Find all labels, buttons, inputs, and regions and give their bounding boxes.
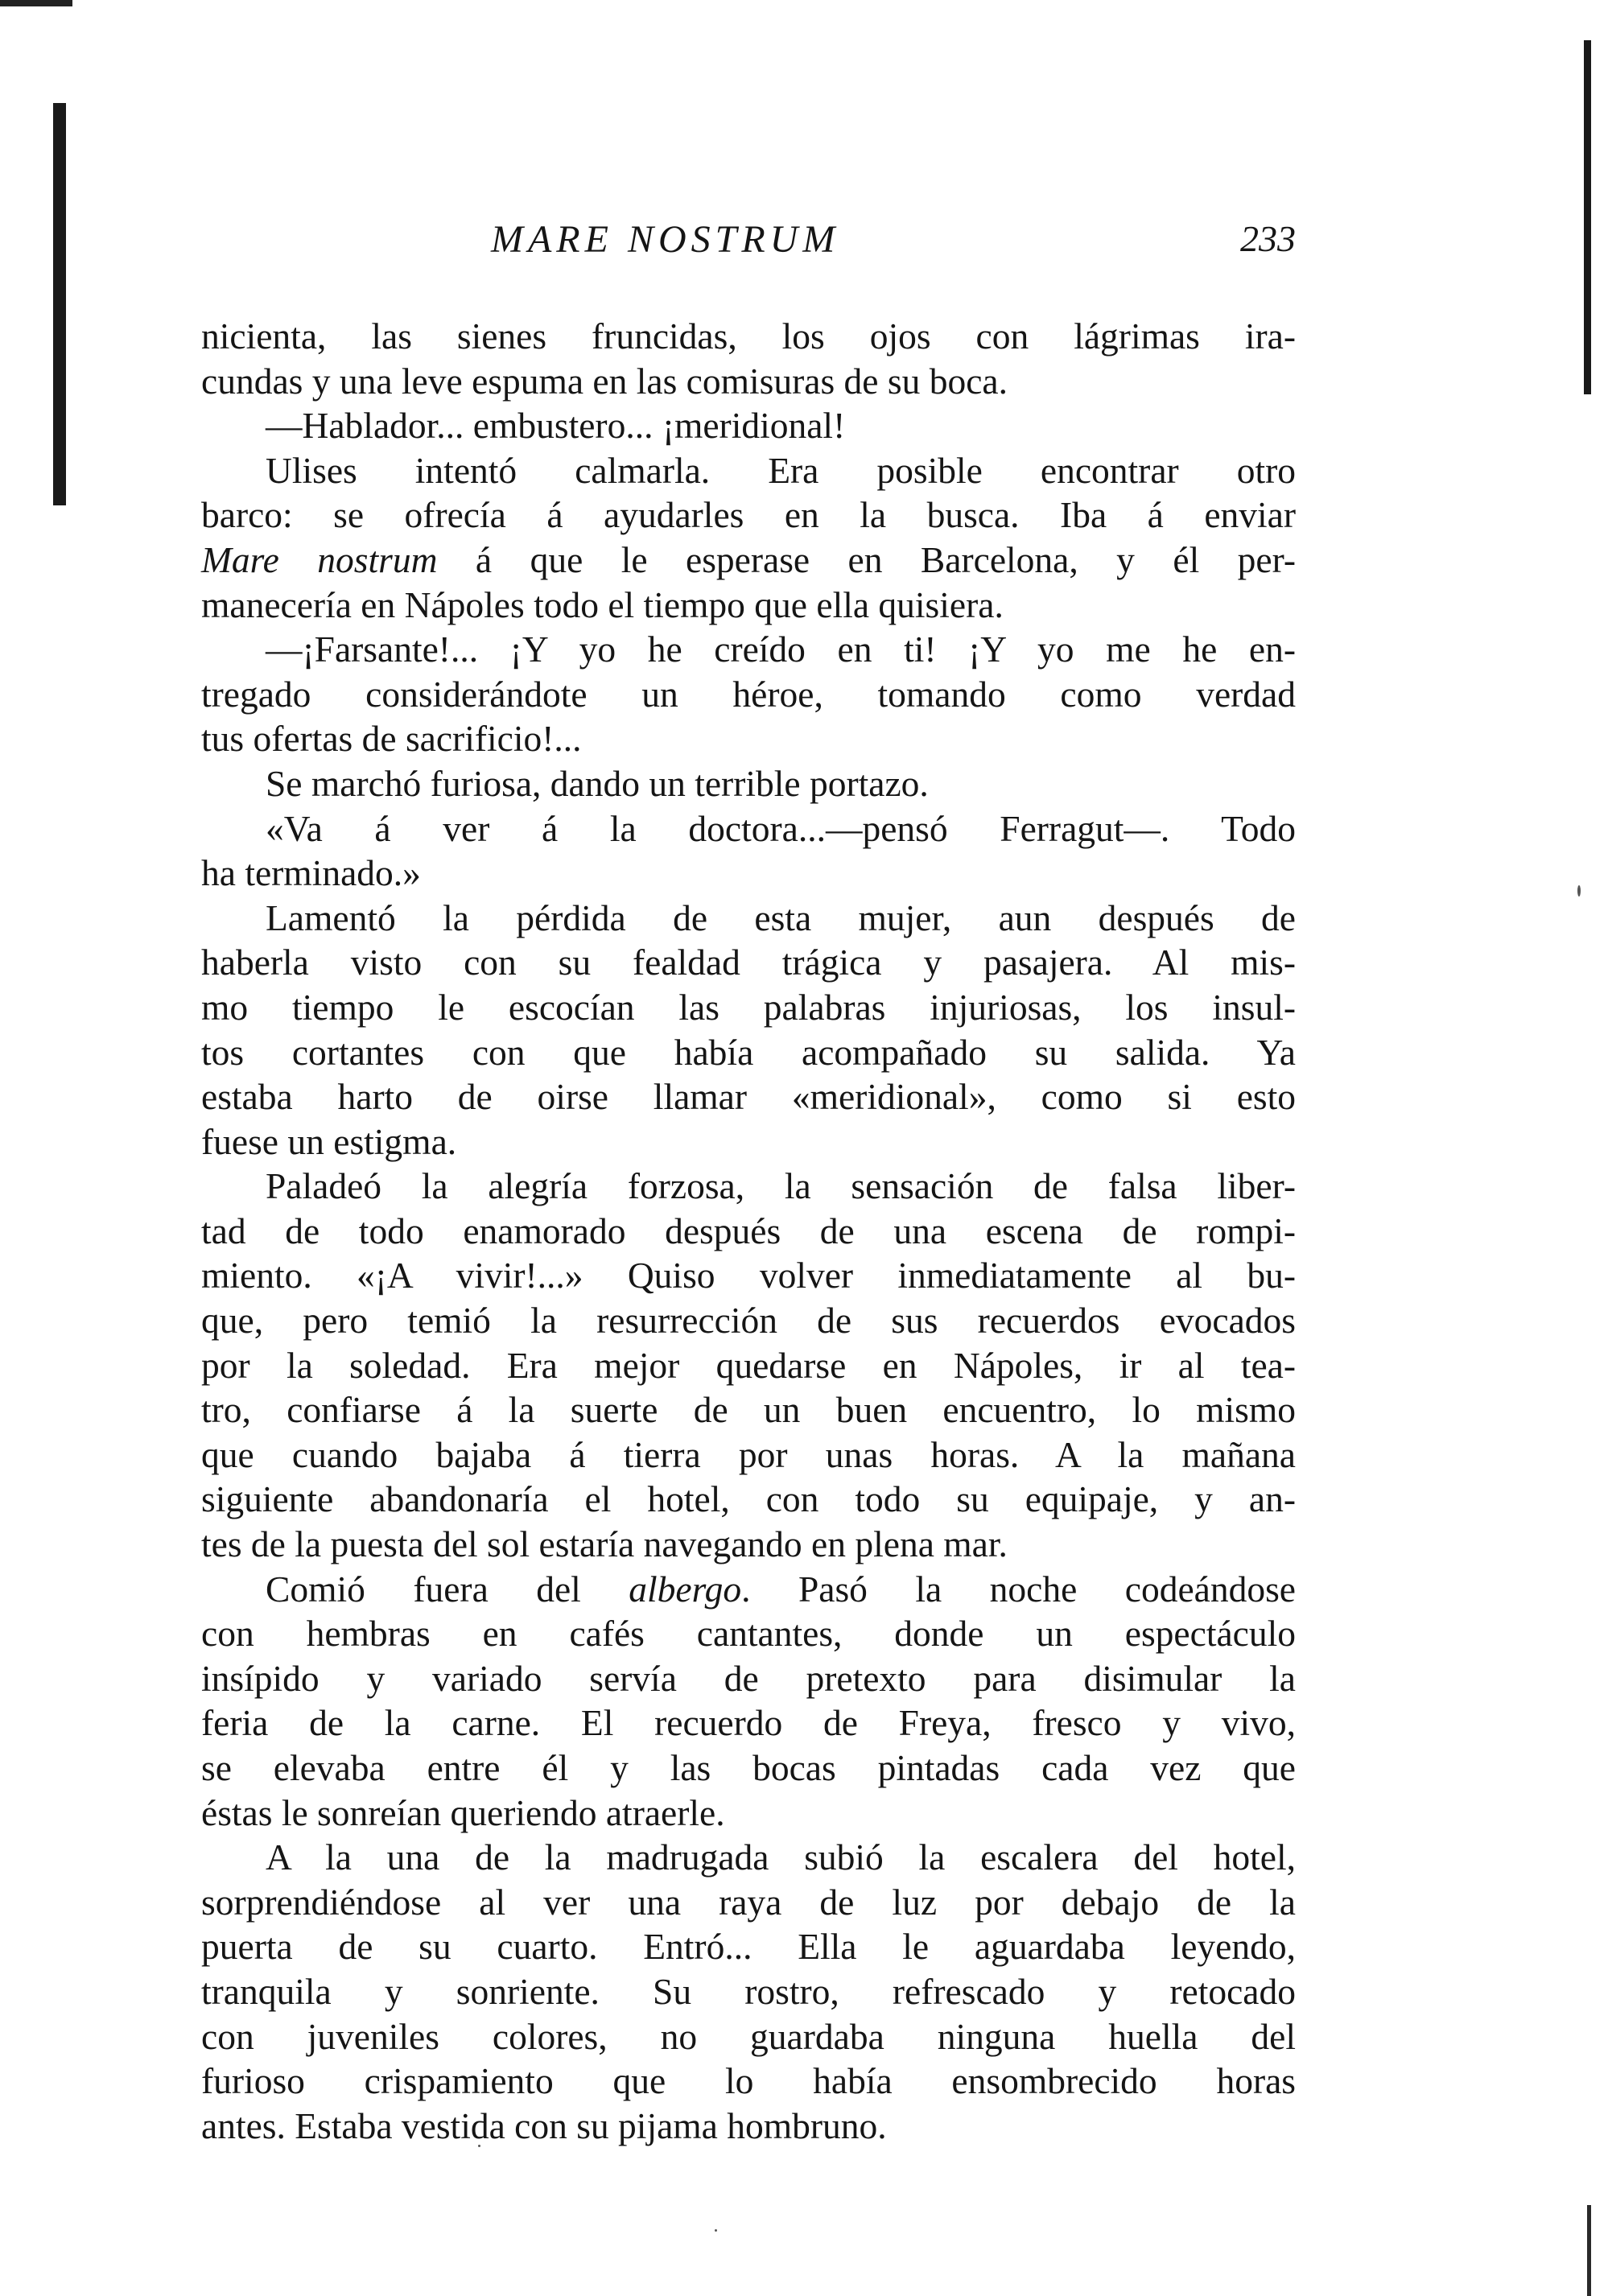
running-title: MARE NOSTRUM [491, 218, 840, 261]
scan-speck [1577, 885, 1581, 897]
text-line: tro, confiarse á la suerte de un buen encuentro, lo mismo [201, 1389, 1296, 1431]
text-line: que, pero temió la resurrección de sus recuerdos evocados [201, 1300, 1296, 1342]
text-line: tranquila y sonriente. Su rostro, refrescado y retocado [201, 1970, 1296, 2012]
text-line: cundas y una leve espuma en las comisuras de su boca. [201, 360, 1008, 402]
text-line: tos cortantes con que había acompañado su salida. Ya [201, 1031, 1296, 1073]
text-line: haberla visto con su fealdad trágica y pasajera. Al mis- [201, 942, 1296, 983]
text-line: Mare nostrum á que le esperase en Barcelona, y él per- [201, 538, 1296, 580]
text-line: fuese un estigma. [201, 1120, 457, 1162]
scan-edge-right-lower [1587, 2205, 1591, 2296]
text-line: éstas le sonreían queriendo atraerle. [201, 1791, 725, 1833]
text-line: siguiente abandonaría el hotel, con todo su equipaje, y an- [201, 1478, 1296, 1520]
text-line: puerta de su cuarto. Entró... Ella le aguardaba leyendo, [201, 1926, 1296, 1968]
text-line: Se marchó furiosa, dando un terrible portazo. [266, 762, 929, 804]
text-line: ha terminado.» [201, 852, 421, 894]
text-line: sorprendiéndose al ver una raya de luz por debajo de la [201, 1881, 1296, 1923]
italic-term: albergo [629, 1568, 742, 1610]
text-line: —Hablador... embustero... ¡meridional! [266, 405, 846, 447]
text-line: furioso crispamiento que lo había ensombrecido horas [201, 2060, 1296, 2102]
text-line: manecería en Nápoles todo el tiempo que ella quisiera. [201, 583, 1004, 625]
running-header [201, 217, 1296, 282]
scan-corner-mark [0, 0, 72, 6]
text-line: «Va á ver á la doctora...—pensó Ferragut—. Todo [266, 807, 1296, 849]
scan-edge-left [53, 103, 66, 505]
text-line: barco: se ofrecía á ayudarles en la busca. Iba á enviar [201, 494, 1296, 536]
text-line: Ulises intentó calmarla. Era posible encontrar otro [266, 449, 1296, 491]
italic-term: Mare nostrum [201, 538, 438, 580]
text-line: —¡Farsante!... ¡Y yo he creído en ti! ¡Y yo me he en- [266, 629, 1296, 670]
text-line: A la una de la madrugada subió la escalera del hotel, [266, 1836, 1296, 1878]
scan-speck [715, 2229, 717, 2232]
text-line: se elevaba entre él y las bocas pintadas cada vez que [201, 1747, 1296, 1788]
text-line: miento. «¡A vivir!...» Quiso volver inmediatamente al bu- [201, 1255, 1296, 1296]
text-line: tes de la puesta del sol estaría navegando en plena mar. [201, 1523, 1008, 1565]
text-line: antes. Estaba vestida con su pijama hombruno. [201, 2104, 887, 2146]
text-line: por la soledad. Era mejor quedarse en Nápoles, ir al tea- [201, 1344, 1296, 1386]
text-line: nicienta, las sienes fruncidas, los ojos con lágrimas ira- [201, 315, 1296, 357]
text-line: Lamentó la pérdida de esta mujer, aun después de [266, 897, 1296, 938]
body-text [201, 314, 1296, 2148]
text-line: Comió fuera del albergo. Pasó la noche codeándose [266, 1568, 1296, 1610]
text-line: tregado considerándote un héroe, tomando como verdad [201, 673, 1296, 715]
text-line: Paladeó la alegría forzosa, la sensación de falsa liber- [266, 1165, 1296, 1207]
page-number: 233 [1240, 218, 1296, 259]
scan-edge-right [1584, 40, 1591, 394]
text-line: insípido y variado servía de pretexto para disimular la [201, 1657, 1296, 1699]
text-line: con hembras en cafés cantantes, donde un espectáculo [201, 1613, 1296, 1655]
text-line: tus ofertas de sacrificio!... [201, 718, 582, 760]
text-line: con juveniles colores, no guardaba ninguna huella del [201, 2015, 1296, 2057]
text-line: que cuando bajaba á tierra por unas horas. A la mañana [201, 1433, 1296, 1475]
text-line: tad de todo enamorado después de una escena de rompi- [201, 1210, 1296, 1251]
text-line: feria de la carne. El recuerdo de Freya, fresco y vivo, [201, 1702, 1296, 1744]
text-line: estaba harto de oirse llamar «meridional», como si esto [201, 1076, 1296, 1118]
text-line: mo tiempo le escocían las palabras injuriosas, los insul- [201, 986, 1296, 1028]
